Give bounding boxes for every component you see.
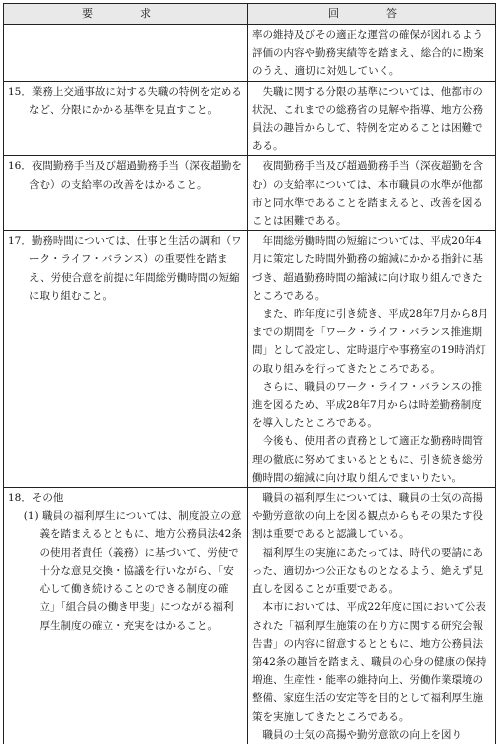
table-row	[4, 488, 496, 744]
table-row	[4, 231, 496, 488]
answer-paragraph: 失職に関する分限の基準については、他都市の状況、これまでの総務省の見解や指導、地方公務員法の趣旨からして、特例を定めることは困難である。	[252, 85, 483, 153]
document-page	[3, 3, 495, 753]
answer-cell	[248, 81, 496, 156]
request-section-title: 18．その他	[8, 492, 64, 505]
answer-paragraph: 率の維持及びその適正な運営の確保が図れるよう評価の内容や勤務実績等を踏まえ、総合的に勘案のうえ、適切に対処していく。	[252, 29, 484, 78]
answer-cell	[248, 488, 496, 744]
request-text: 17．勤務時間については、仕事と生活の調和（ワーク・ライフ・バランス）の重要性を踏まえ、労使合意を前提に年間総労働時間の短縮に取り組むこと。	[8, 235, 242, 302]
answer-paragraph: 夜間勤務手当及び超過勤務手当（深夜超勤を含む）の支給率については、本市職員の水準が他都市と同水準であることを踏まえると、改善を図ることは困難である。	[252, 160, 483, 228]
header-request: 要 求	[4, 4, 248, 25]
answer-paragraph: また、昨年度に引き続き、平成28年7月から8月までの期間を「ワーク・ライフ・バランス推進期間」として設定し、定時退庁や事務室の19時消灯の取り組みを行ってきたところである。	[252, 308, 489, 375]
request-text: 15．業務上交通事故に対する失職の特例を定めるなど、分限にかかる基準を見直すこと。	[8, 85, 242, 116]
answer-cell	[248, 231, 496, 488]
request-cell	[4, 81, 248, 156]
header-answer: 回 答	[248, 4, 496, 25]
answer-paragraph: さらに、職員のワーク・ライフ・バランスの推進を図るため、平成28年7月からは時差勤務制度を導入したところである。	[252, 380, 483, 430]
request-cell	[4, 488, 248, 744]
request-cell	[4, 156, 248, 231]
answer-paragraph: 本市においては、平成22年度に国において公表された「福利厚生施策の在り方に関する研究会報告書」の内容に留意するとともに、地方公務員法第42条の趣旨を踏まえ、職員の心身の健康の保持増進、生産性・能率の維持向上、労働作業環境の整備、家庭生活の安定等を目的として福利厚生施策を実施してきたところである。	[252, 601, 487, 723]
request-answer-table	[3, 3, 496, 744]
table-row	[4, 25, 496, 82]
request-text: 16．夜間勤務手当及び超過勤務手当（深夜超勤を含む）の支給率の改善をはかること。	[8, 160, 242, 191]
table-row	[4, 156, 496, 231]
answer-paragraph: 年間総労働時間の短縮については、平成20年4月に策定した時間外勤務の縮減にかかる指針に基づき、超過勤務時間の縮減に向け取り組んできたところである。	[252, 235, 483, 302]
answer-paragraph: 今後も、使用者の責務として適正な勤務時間管理の徹底に努めてまいるとともに、引き続き総労働時間の縮減に向け取り組んでまいりたい。	[252, 435, 483, 484]
request-cell	[4, 231, 248, 488]
answer-cell	[248, 156, 496, 231]
answer-paragraph: 福利厚生の実施にあたっては、時代の要請にあった、適切かつ公正なものとなるよう、絶えず見直しを図ることが重要である。	[252, 546, 483, 596]
request-text: (1) 職員の福利厚生については、制度設立の意義を踏まえるとともに、地方公務員法42条の使用者責任（義務）に基づいて、労使で十分な意見交換・協議を行いながら、「安心して働き続けることのできる制度の確立」「組合員の働き甲斐」につながる福利厚生制度の確立・充実をはかること。	[23, 510, 242, 632]
answer-paragraph: 職員の福利厚生については、職員の士気の高揚や勤労意欲の向上を図る観点からもその果たす役割は重要であると認識している。	[252, 492, 483, 541]
request-cell	[4, 25, 248, 82]
answer-paragraph: 職員の士気の高揚や勤労意欲の向上を図り	[262, 728, 462, 741]
answer-cell	[248, 25, 496, 82]
table-row	[4, 81, 496, 156]
table-header-row	[4, 4, 496, 25]
